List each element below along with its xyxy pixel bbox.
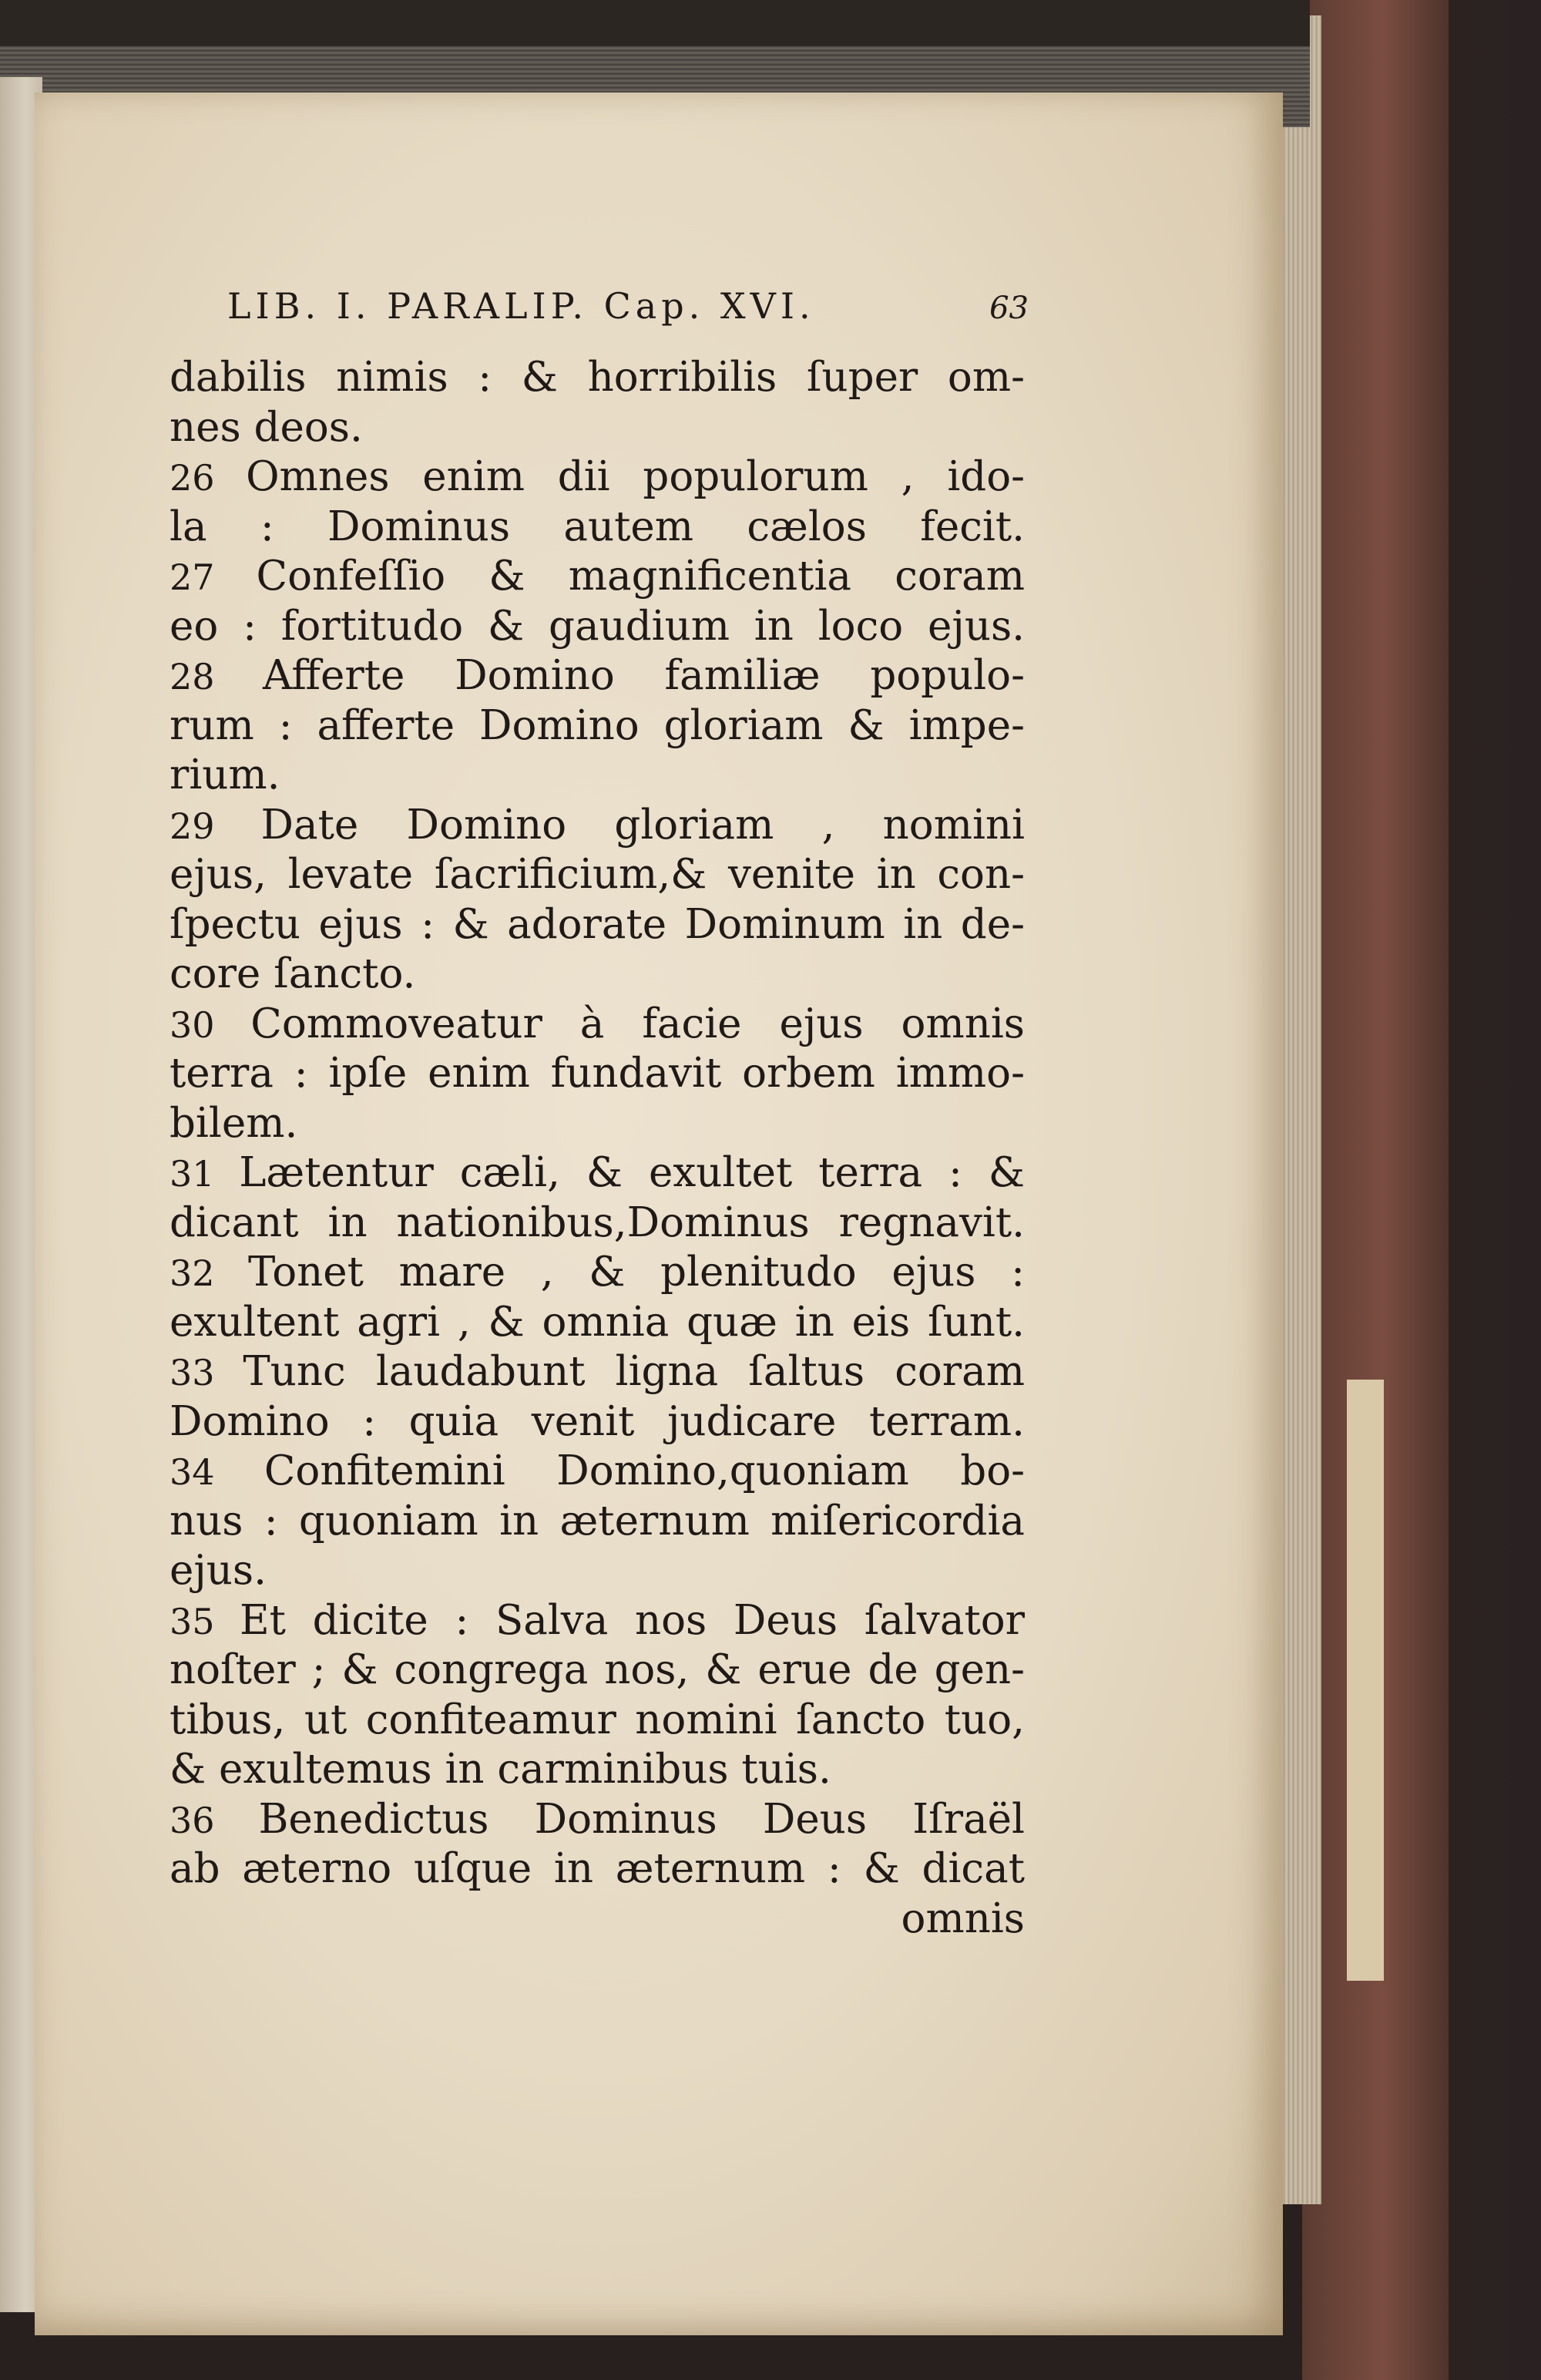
verse-number: 31 <box>170 1153 240 1195</box>
text-line <box>170 454 1025 501</box>
page-number: 63 <box>989 291 1029 326</box>
verse-text: Benedictus Dominus Deus Iſraël <box>258 1795 1025 1843</box>
verse-text: Tunc laudabunt ligna ſaltus coram <box>243 1348 1025 1395</box>
verse-number: 28 <box>170 656 264 698</box>
verse-text: Afferte Domino familiæ populo- <box>263 652 1025 699</box>
text-line <box>170 1299 1025 1346</box>
verse-text: ſpectu ejus : & adorate Dominum in de- <box>170 900 1025 948</box>
inner-page-strip <box>1347 1380 1384 1981</box>
verse-text: bilem. <box>170 1099 298 1147</box>
running-header <box>227 285 1029 327</box>
text-line <box>170 1150 1025 1197</box>
text-line <box>170 504 1025 550</box>
text-line <box>170 1249 1025 1296</box>
verse-text: nes deos. <box>170 403 363 451</box>
verse-text: rum : afferte Domino gloriam & impe- <box>170 701 1025 749</box>
text-line <box>170 1697 1025 1743</box>
verse-number: 33 <box>170 1352 243 1393</box>
text-line <box>170 752 1025 798</box>
verse-text: ejus. <box>170 1547 267 1594</box>
text-line <box>170 1598 1025 1645</box>
text-line <box>170 1349 1025 1396</box>
text-line <box>170 1101 1025 1147</box>
verse-text: omnis <box>901 1894 1025 1942</box>
verse-number: 30 <box>170 1003 251 1046</box>
verse-number: 26 <box>170 457 247 499</box>
book-page <box>35 92 1283 2335</box>
verse-text: eo : fortitudo & gaudium in loco ejus. <box>170 602 1025 650</box>
verse-text: la : Dominus autem cælos fecit. <box>170 503 1025 550</box>
text-line <box>170 852 1025 898</box>
verse-text: dicant in nationibus,Dominus regnavit. <box>170 1198 1025 1246</box>
text-line <box>170 1448 1025 1495</box>
verse-text: Confeſſio & magnificentia coram <box>256 553 1025 600</box>
verse-text: terra : ipſe enim fundavit orbem immo- <box>170 1050 1025 1097</box>
verse-text: dabilis nimis : & horribilis ſuper om- <box>170 354 1025 401</box>
verse-text: rium. <box>170 751 280 798</box>
verse-number: 34 <box>170 1451 264 1493</box>
text-line <box>170 355 1025 401</box>
verse-text: Omnes enim dii populorum , ido- <box>246 453 1026 500</box>
header-title: LIB. I. PARALIP. Cap. XVI. <box>227 285 815 327</box>
verse-text: & exultemus in carminibus tuis. <box>170 1746 831 1793</box>
text-line <box>170 1797 1025 1844</box>
text-line <box>170 902 1025 948</box>
verse-text: Domino : quia venit judicare terram. <box>170 1397 1025 1445</box>
verse-text: ejus, levate ſacrificium,& venite in con- <box>170 851 1025 898</box>
text-line <box>170 1399 1025 1445</box>
verse-text: Commoveatur à facie ejus omnis <box>250 1000 1026 1047</box>
verse-text: Lætentur cæli, & exultet terra : & <box>239 1149 1026 1196</box>
verse-text: nus : quoniam in æternum miſericordia <box>170 1497 1025 1545</box>
text-line <box>170 1746 1025 1793</box>
text-line <box>170 1548 1025 1594</box>
verse-text: Et dicite : Salva nos Deus ſalvator <box>239 1596 1025 1644</box>
verse-text: Confitemini Domino,quoniam bo- <box>264 1447 1026 1494</box>
text-line <box>170 653 1025 700</box>
text-line <box>170 1001 1025 1048</box>
text-line <box>170 703 1025 749</box>
verse-text: exultent agri , & omnia quæ in eis ſunt. <box>170 1298 1025 1346</box>
book-cover <box>1302 0 1449 2380</box>
text-line <box>170 1050 1025 1097</box>
top-shadow <box>0 0 1310 46</box>
text-line <box>170 1846 1025 1892</box>
text-line <box>170 603 1025 650</box>
verse-text: core ſancto. <box>170 950 416 997</box>
verse-number: 27 <box>170 556 257 598</box>
text-line <box>170 1498 1025 1545</box>
verse-text: tibus, ut confiteamur nomini ſancto tuo, <box>170 1696 1025 1743</box>
verse-number: 36 <box>170 1799 259 1841</box>
text-line <box>170 553 1025 600</box>
text-line <box>170 951 1025 997</box>
verse-number: 35 <box>170 1600 240 1642</box>
text-line <box>170 802 1025 849</box>
text-line <box>170 1647 1025 1693</box>
verse-text: noſter ; & congrega nos, & erue de gen- <box>170 1646 1025 1693</box>
catchword <box>170 1896 1025 1942</box>
verse-text: ab æterno uſque in æternum : & dicat <box>170 1845 1025 1892</box>
verse-text: Date Domino gloriam , nomini <box>260 801 1026 849</box>
verse-number: 29 <box>170 805 261 847</box>
text-line <box>170 405 1025 451</box>
verse-text: Tonet mare , & plenitudo ejus : <box>247 1249 1025 1296</box>
verse-number: 32 <box>170 1252 248 1294</box>
text-line <box>170 1200 1025 1246</box>
